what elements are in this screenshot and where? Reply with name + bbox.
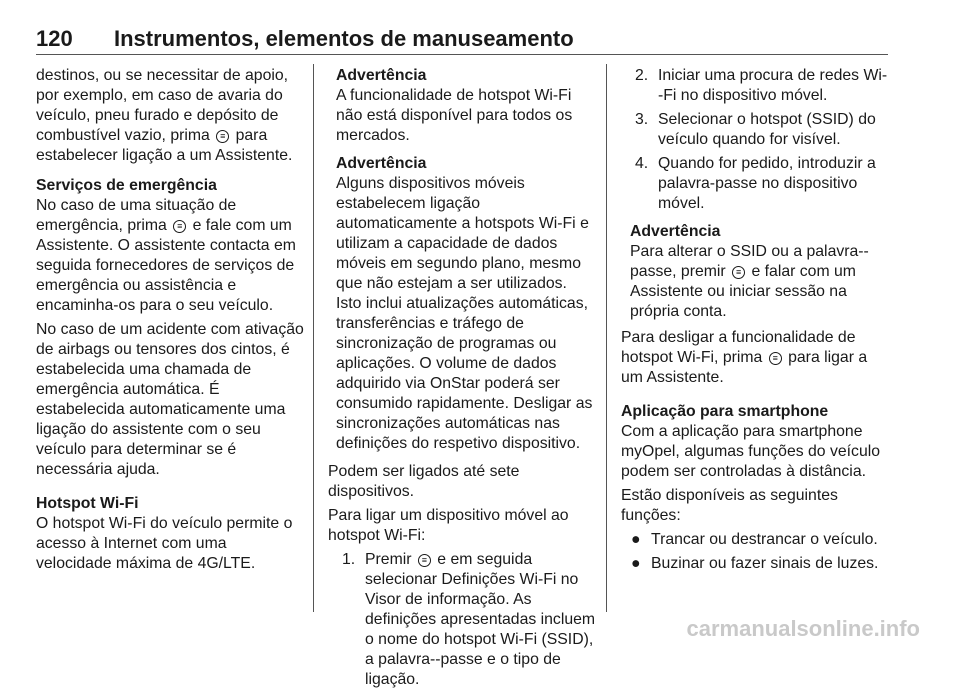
emergency-text-a: No caso de uma situação de emergência, prima [36, 197, 237, 234]
note-3 [630, 222, 889, 322]
list-item-text: Buzinar ou fazer sinais de luzes. [651, 555, 879, 572]
hotspot-paragraph: O hotspot Wi-Fi do veículo permite o acesso à Internet com uma velocidade máxima de 4G/LTE. [36, 515, 293, 572]
emergency-text-b: e fale com um Assistente. O assistente contacta em seguida fornecedores de serviços de emergência ou assistência e encaminha-os para o seu veículo. [36, 217, 296, 314]
note-2-heading: Advertência [336, 155, 427, 172]
page-number: 120 [36, 26, 73, 51]
header-rule [36, 54, 888, 55]
functions-intro: Estão disponíveis as seguintes funções: [621, 487, 838, 524]
list-item [621, 554, 889, 574]
onstar-button-icon [732, 266, 745, 279]
app-heading: Aplicação para smartphone [621, 403, 829, 420]
step-1 [328, 550, 596, 690]
connect-steps-continued [621, 66, 889, 214]
note-3-paragraph [630, 242, 889, 322]
column-3 [621, 66, 889, 578]
step-3-text: Selecionar o hotspot (SSID) do veículo quando for visível. [658, 111, 876, 148]
phone-button-icon [418, 554, 431, 567]
watermark: carmanualsonline.info [686, 616, 920, 641]
column-1 [36, 66, 304, 584]
step-2 [621, 66, 889, 106]
step-4-number: 4. [635, 155, 649, 172]
hotspot-heading: Hotspot Wi-Fi [36, 495, 139, 512]
note-3-text-a: Para alterar o SSID ou a palavra--passe, premir [630, 243, 869, 280]
bullet-icon: ● [631, 555, 641, 572]
airbag-paragraph: No caso de um acidente com ativação de airbags ou tensores dos cintos, é estabelecida uma chamada de emergência automática. É estabelecida automaticamente uma ligação do assistente com o seu veículo para determinar se é necessária ajuda. [36, 321, 304, 478]
emergency-paragraph [36, 196, 304, 316]
disable-text-a: Para desligar a funcionalidade de hotspot Wi-Fi, prima [621, 329, 856, 366]
sos-button-icon [173, 220, 186, 233]
onstar-button-icon [216, 130, 229, 143]
note-1 [336, 66, 596, 146]
step-1-text-a: Premir [365, 551, 412, 568]
step-2-number: 2. [635, 67, 649, 84]
list-item [621, 530, 889, 550]
connect-steps [328, 550, 596, 690]
step-3-number: 3. [635, 111, 649, 128]
connect-paragraph: Podem ser ligados até sete dispositivos. [328, 463, 520, 500]
disable-paragraph [621, 328, 889, 388]
intro-text-b: para estabelecer ligação a um Assistente. [36, 127, 293, 164]
note-2 [336, 154, 596, 454]
app-paragraph: Com a aplicação para smartphone myOpel, algumas funções do veículo podem ser controladas à distância. [621, 423, 881, 480]
intro-text-a: destinos, ou se necessitar de apoio, por exemplo, em caso de avaria do veículo, pneu furado e depósito de combustível vazio, prima [36, 67, 289, 144]
page-header [36, 26, 926, 56]
functions-list [621, 530, 889, 574]
step-2-text: Iniciar uma procura de redes Wi--Fi no dispositivo móvel. [658, 67, 888, 104]
bullet-icon: ● [631, 531, 641, 548]
step-4 [621, 154, 889, 214]
column-divider-1 [313, 64, 314, 612]
step-1-text-b: e em seguida selecionar Definições Wi-Fi no Visor de informação. As definições apresentadas incluem o nome do hotspot Wi-Fi (SSID), a palavra--passe e o tipo de ligação. [365, 551, 596, 688]
column-2 [328, 66, 596, 698]
step-4-text: Quando for pedido, introduzir a palavra-passe no dispositivo móvel. [658, 155, 876, 212]
step-3 [621, 110, 889, 150]
connect-intro: Para ligar um dispositivo móvel ao hotspot Wi-Fi: [328, 507, 569, 544]
intro-paragraph [36, 66, 304, 166]
onstar-button-icon [769, 352, 782, 365]
note-3-text-b: e falar com um Assistente ou iniciar sessão na própria conta. [630, 263, 856, 320]
note-3-heading: Advertência [630, 223, 721, 240]
emergency-heading: Serviços de emergência [36, 177, 217, 194]
note-2-text: Alguns dispositivos móveis estabelecem ligação automaticamente a hotspots Wi-Fi e utilizam a capacidade de dados móveis em segundo plano, mesmo que não estejam a ser utilizados. Isto inclui atualizações automáticas, transferências e tráfego de sincronização de programas ou aplicações. O volume de dados adquirido via OnStar poderá ser consumido rapidamente. Desligar as sincronizações automáticas nas definições do respetivo dispositivo. [336, 175, 593, 452]
list-item-text: Trancar ou destrancar o veículo. [651, 531, 878, 548]
column-divider-2 [606, 64, 607, 612]
page-title: Instrumentos, elementos de manuseamento [114, 26, 574, 51]
note-1-text: A funcionalidade de hotspot Wi-Fi não está disponível para todos os mercados. [336, 87, 573, 144]
step-1-number: 1. [342, 551, 356, 568]
disable-text-b: para ligar a um Assistente. [621, 349, 868, 386]
note-1-heading: Advertência [336, 67, 427, 84]
